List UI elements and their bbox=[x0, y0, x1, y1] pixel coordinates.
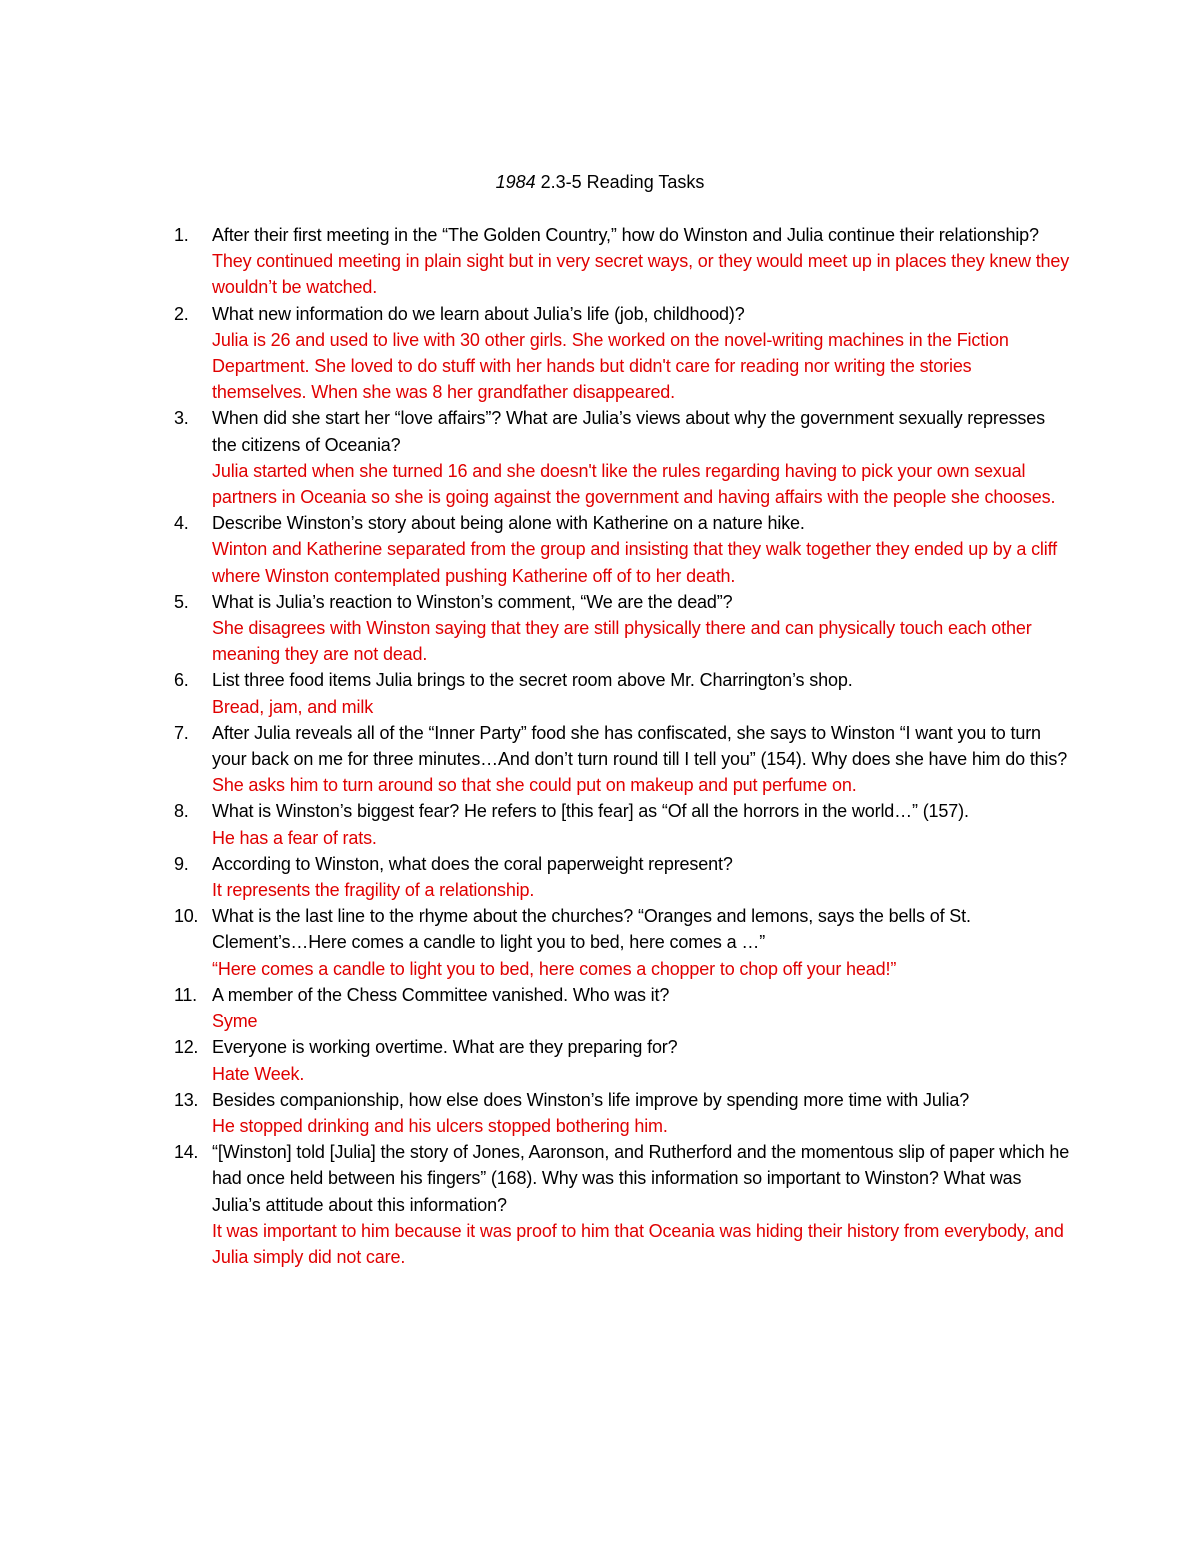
answer-text: It represents the fragility of a relationship. bbox=[212, 880, 535, 901]
question-item bbox=[0, 222, 1200, 301]
question-text: A member of the Chess Committee vanished. Who was it? bbox=[212, 984, 670, 1005]
question-item bbox=[0, 720, 1200, 799]
question-number: 4. bbox=[174, 513, 189, 534]
question-number: 7. bbox=[174, 722, 189, 743]
answer-text: Hate Week. bbox=[212, 1063, 305, 1084]
title-book-name: 1984 bbox=[495, 172, 536, 192]
answer-text: Julia is 26 and used to live with 30 other girls. She worked on the novel-writing machines in the Fiction Department. She loved to do stuff with her hands but didn't care for reading nor writing the stories themselves. When she was 8 her grandfather disappeared. bbox=[212, 329, 1009, 403]
question-number: 10. bbox=[174, 906, 199, 927]
question-item bbox=[0, 589, 1200, 668]
question-item bbox=[0, 405, 1200, 510]
answer-text: Winton and Katherine separated from the group and insisting that they walk together they ended up by a cliff where Winston contemplated pushing Katherine off of to her death. bbox=[212, 539, 1058, 586]
question-number: 13. bbox=[174, 1089, 199, 1110]
question-text: “[Winston] told [Julia] the story of Jones, Aaronson, and Rutherford and the momentous slip of paper which he had once held between his fingers” (168). Why was this information so important to Winston? What was Julia’s attitude about this information? bbox=[212, 1142, 1070, 1215]
question-item bbox=[0, 667, 1200, 719]
question-text: According to Winston, what does the coral paperweight represent? bbox=[212, 853, 733, 874]
question-text: Describe Winston’s story about being alone with Katherine on a nature hike. bbox=[212, 513, 805, 534]
question-item bbox=[0, 903, 1200, 982]
answer-text: He has a fear of rats. bbox=[212, 827, 377, 848]
question-list bbox=[0, 222, 1200, 1270]
question-item bbox=[0, 1139, 1200, 1270]
question-item bbox=[0, 851, 1200, 903]
question-number: 2. bbox=[174, 303, 189, 324]
question-text: When did she start her “love affairs”? What are Julia’s views about why the government sexually represses the citizens of Oceania? bbox=[212, 408, 1045, 455]
question-text: List three food items Julia brings to the secret room above Mr. Charrington’s shop. bbox=[212, 670, 853, 691]
question-number: 14. bbox=[174, 1142, 199, 1163]
question-item bbox=[0, 798, 1200, 850]
answer-text: “Here comes a candle to light you to bed, here comes a chopper to chop off your head!” bbox=[212, 958, 897, 979]
answer-text: She asks him to turn around so that she could put on makeup and put perfume on. bbox=[212, 775, 857, 796]
question-number: 11. bbox=[174, 984, 197, 1005]
question-number: 5. bbox=[174, 591, 189, 612]
title-text: 2.3-5 Reading Tasks bbox=[535, 172, 705, 192]
question-item bbox=[0, 1087, 1200, 1139]
question-number: 8. bbox=[174, 801, 189, 822]
question-text: What new information do we learn about Julia’s life (job, childhood)? bbox=[212, 303, 745, 324]
question-text: What is Julia’s reaction to Winston’s comment, “We are the dead”? bbox=[212, 591, 733, 612]
answer-text: She disagrees with Winston saying that they are still physically there and can physically touch each other meaning they are not dead. bbox=[212, 618, 1032, 665]
answer-text: It was important to him because it was proof to him that Oceania was hiding their history from everybody, and Julia simply did not care. bbox=[212, 1220, 1064, 1267]
question-text: What is Winston’s biggest fear? He refers to [this fear] as “Of all the horrors in the world…” (157). bbox=[212, 801, 969, 822]
question-item bbox=[0, 510, 1200, 589]
question-text: After Julia reveals all of the “Inner Party” food she has confiscated, she says to Winston “I want you to turn your back on me for three minutes…And don’t turn round till I tell you” (154). Why does she have him do this? bbox=[212, 722, 1068, 770]
page-title bbox=[0, 169, 1200, 195]
question-number: 3. bbox=[174, 408, 189, 429]
question-text: Besides companionship, how else does Winston’s life improve by spending more time with Julia? bbox=[212, 1089, 970, 1110]
question-item bbox=[0, 301, 1200, 406]
answer-text: Julia started when she turned 16 and she doesn't like the rules regarding having to pick your own sexual partners in Oceania so she is going against the government and having affairs with the people she chooses. bbox=[212, 460, 1056, 508]
question-number: 1. bbox=[174, 225, 189, 245]
question-number: 6. bbox=[174, 670, 189, 691]
answer-text: Syme bbox=[212, 1011, 258, 1032]
question-item bbox=[0, 982, 1200, 1034]
question-text: What is the last line to the rhyme about the churches? “Oranges and lemons, says the bells of St. Clement’s…Here comes a candle to light you to bed, here comes a …” bbox=[212, 906, 971, 953]
question-text: After their first meeting in the “The Golden Country,” how do Winston and Julia continue their relationship? bbox=[212, 225, 1039, 245]
answer-text: Bread, jam, and milk bbox=[212, 696, 374, 717]
question-item bbox=[0, 1034, 1200, 1086]
question-text: Everyone is working overtime. What are they preparing for? bbox=[212, 1037, 678, 1058]
answer-text: He stopped drinking and his ulcers stopped bothering him. bbox=[212, 1115, 668, 1136]
question-number: 12. bbox=[174, 1037, 199, 1058]
question-number: 9. bbox=[174, 853, 189, 874]
answer-text: They continued meeting in plain sight but in very secret ways, or they would meet up in places they knew they wouldn’t be watched. bbox=[212, 251, 1070, 298]
